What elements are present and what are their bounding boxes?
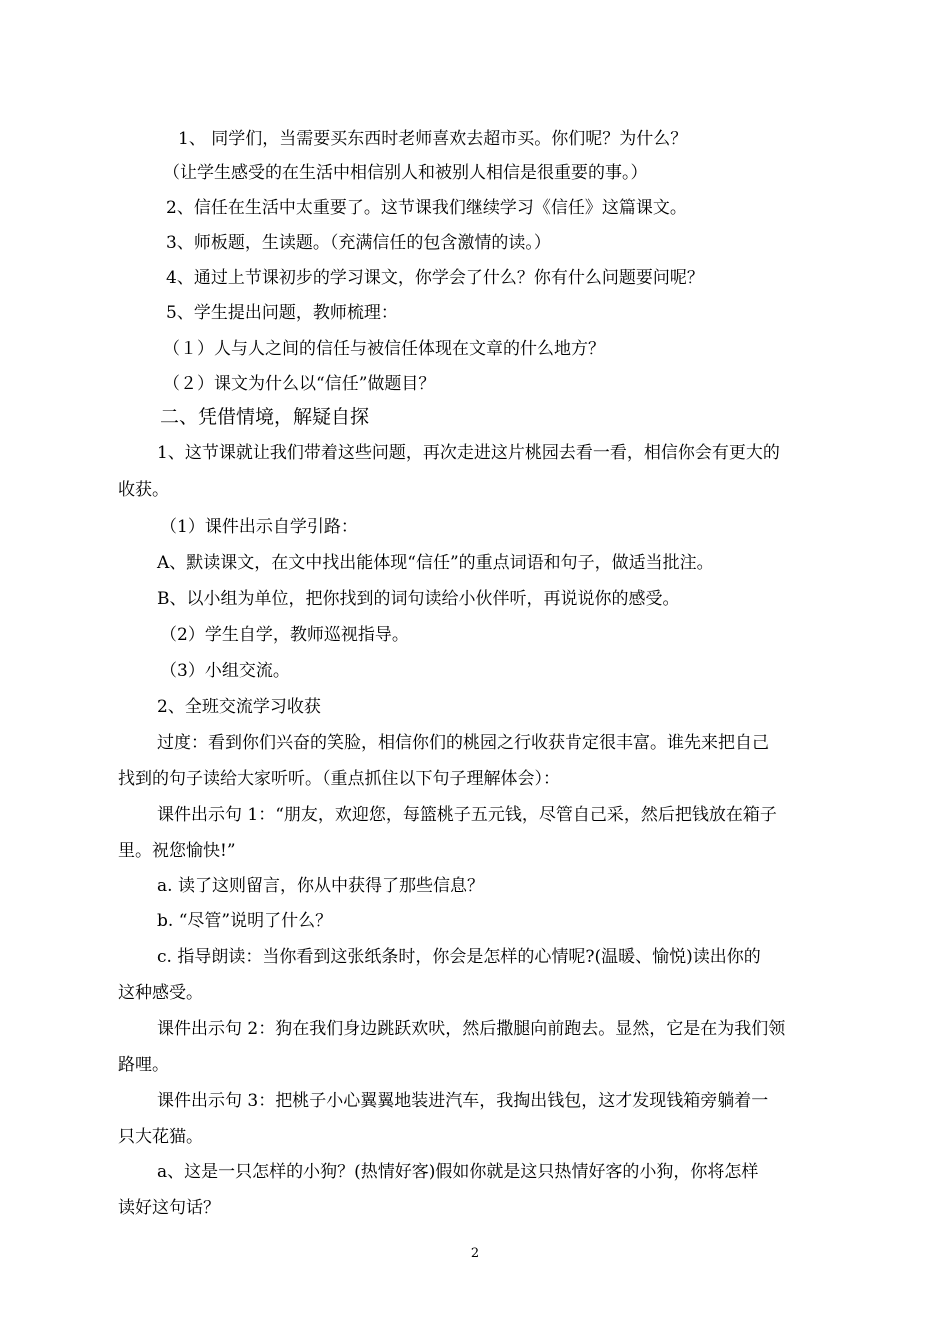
text-line-14: B、以小组为单位，把你找到的词句读给小伙伴听，再说说你的感受。 (157, 589, 680, 609)
page-number: 2 (470, 1246, 480, 1261)
text-line-20: 课件出示句 1：“朋友，欢迎您，每篮桃子五元钱，尽管自己采，然后把钱放在箱子 (157, 805, 777, 825)
text-line-22: a. 读了这则留言，你从中获得了那些信息？ (157, 876, 484, 896)
text-line-17: 2、全班交流学习收获 (157, 697, 321, 717)
text-line-6: 5、学生提出问题，教师梳理： (166, 303, 398, 323)
text-line-24: c. 指导朗读：当你看到这张纸条时，你会是怎样的心情呢?(温暖、愉悦)读出你的 (157, 947, 761, 967)
text-line-21: 里。祝您愉快!” (118, 841, 236, 861)
text-line-4: 3、师板题，生读题。（充满信任的包含激情的读。） (166, 233, 551, 253)
text-line-13: A、默读课文，在文中找出能体现“信任”的重点词语和句子，做适当批注。 (157, 553, 714, 573)
text-line-28: 课件出示句 3：把桃子小心翼翼地装进汽车，我掏出钱包，这才发现钱箱旁躺着一 (157, 1091, 769, 1111)
text-line-30: a、这是一只怎样的小狗？(热情好客)假如你就是这只热情好客的小狗，你将怎样 (157, 1162, 759, 1182)
text-line-18: 过度：看到你们兴奋的笑脸，相信你们的桃园之行收获肯定很丰富。谁先来把自己 (157, 733, 769, 753)
text-line-11: 收获。 (118, 480, 169, 500)
text-line-12: （1）课件出示自学引路： (160, 517, 358, 537)
text-line-26: 课件出示句 2：狗在我们身边跳跃欢吠，然后撒腿向前跑去。显然，它是在为我们领 (157, 1019, 786, 1039)
text-line-27: 路哩。 (118, 1055, 169, 1075)
text-line-19: 找到的句子读给大家听听。（重点抓住以下句子理解体会）： (118, 769, 560, 789)
text-line-8: （２）课文为什么以“信任”做题目？ (163, 374, 436, 394)
section-heading: 二、凭借情境，解疑自探 (160, 406, 370, 428)
text-line-29: 只大花猫。 (118, 1127, 203, 1147)
text-line-3: 2、信任在生活中太重要了。这节课我们继续学习《信任》这篇课文。 (166, 198, 687, 218)
text-line-10: 1、这节课就让我们带着这些问题，再次走进这片桃园去看一看，相信你会有更大的 (157, 443, 780, 463)
text-line-31: 读好这句话？ (118, 1198, 220, 1218)
text-line-16: （3）小组交流。 (160, 661, 290, 681)
text-line-2: （让学生感受的在生活中相信别人和被别人相信是很重要的事。） (163, 163, 648, 183)
text-line-15: （2）学生自学，教师巡视指导。 (160, 625, 409, 645)
text-line-25: 这种感受。 (118, 983, 203, 1003)
text-line-23: b. “尽管”说明了什么？ (157, 911, 333, 931)
text-line-5: 4、通过上节课初步的学习课文，你学会了什么？你有什么问题要问呢？ (166, 268, 704, 288)
text-line-1: 1、 同学们，当需要买东西时老师喜欢去超市买。你们呢？为什么？ (178, 129, 688, 149)
text-line-7: （１）人与人之间的信任与被信任体现在文章的什么地方？ (163, 339, 605, 359)
